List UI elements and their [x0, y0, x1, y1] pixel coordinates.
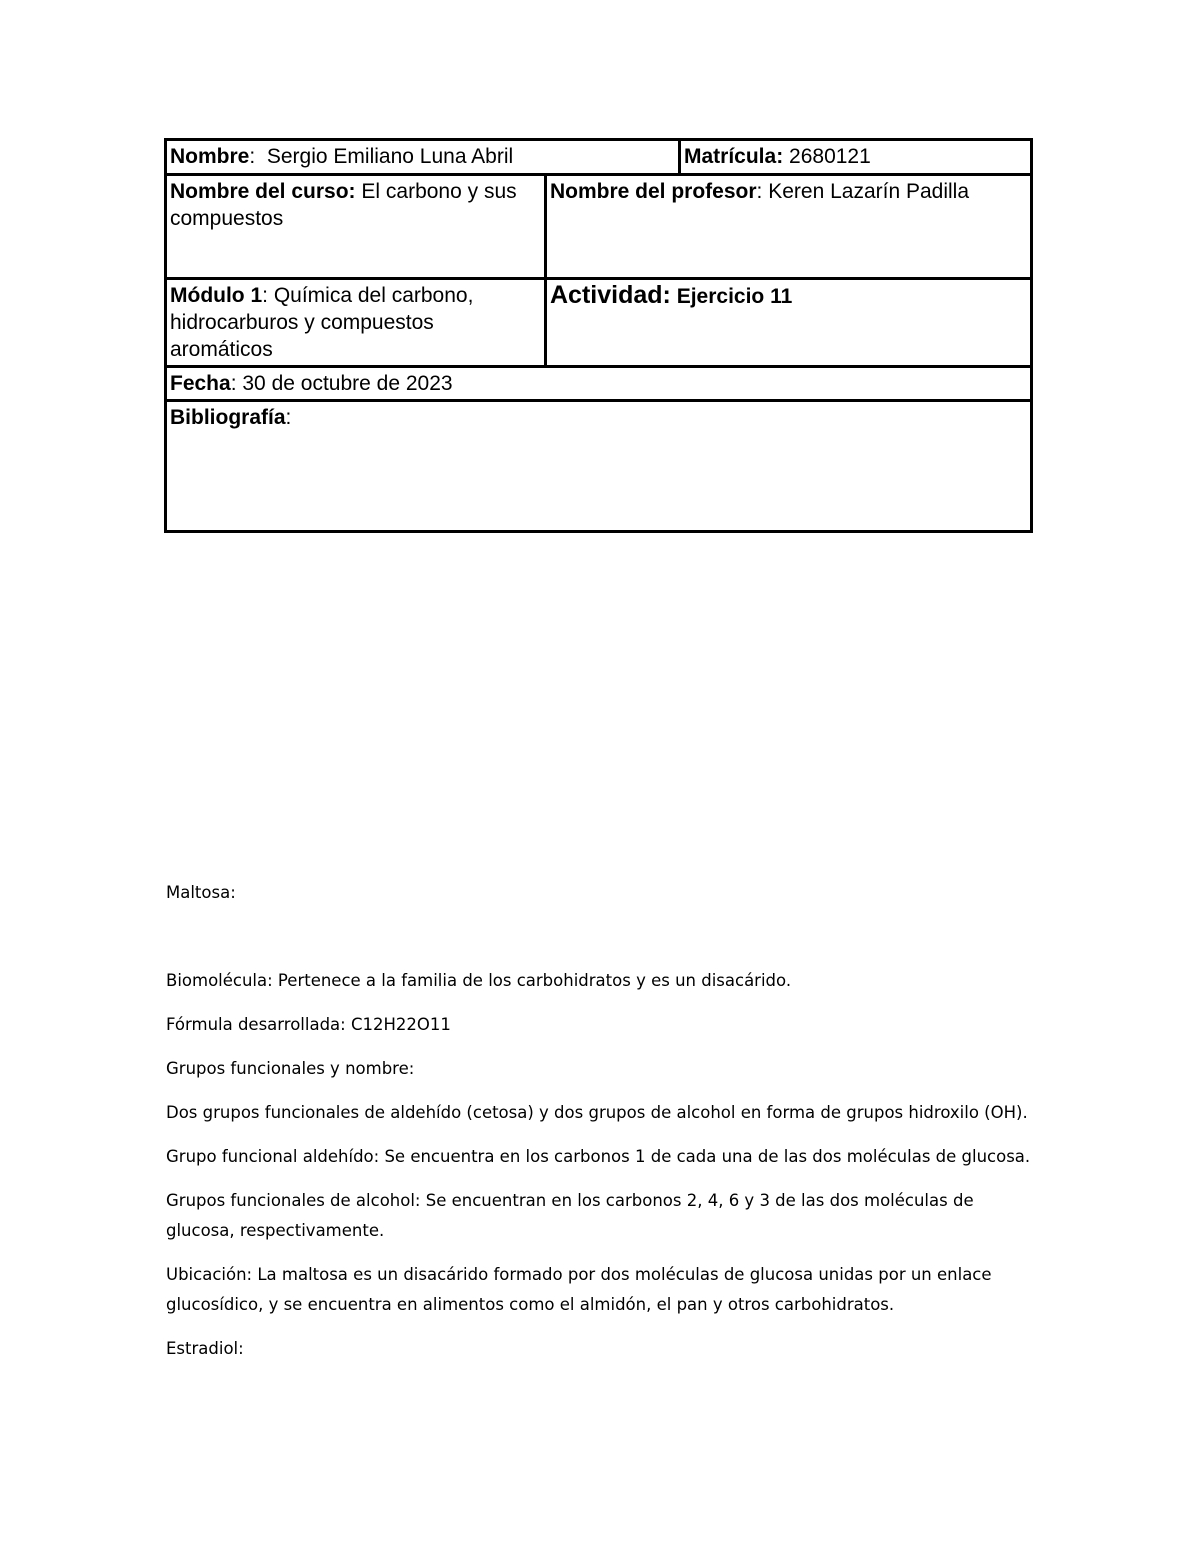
row-curso	[166, 175, 1032, 279]
maltosa-heading: Maltosa:	[166, 883, 236, 902]
fecha-label: Fecha	[170, 372, 231, 395]
cell-profesor: Nombre del profesor: Keren Lazarín Padilla	[546, 175, 1032, 279]
cell-modulo: Módulo 1: Química del carbono, hidrocarburos y compuestos aromáticos	[166, 279, 546, 367]
body-content	[166, 878, 1036, 1378]
estradiol-heading: Estradiol:	[166, 1339, 244, 1358]
cell-curso	[166, 175, 546, 279]
grupos-heading: Grupos funcionales y nombre:	[166, 1059, 415, 1078]
curso-label: Nombre del curso:	[170, 180, 356, 203]
row-fecha	[166, 367, 1032, 401]
cell-bibliografia: Bibliografía:	[166, 401, 1032, 532]
actividad-value: Ejercicio 11	[676, 285, 793, 308]
cell-fecha: Fecha: 30 de octubre de 2023	[166, 367, 1032, 401]
curso-value: El carbono y sus compuestos	[170, 180, 517, 230]
matricula-value: 2680121	[789, 145, 871, 168]
cell-matricula	[680, 140, 1032, 175]
header-table	[164, 138, 1033, 533]
row-nombre	[166, 140, 1032, 175]
cell-nombre: Nombre: Sergio Emiliano Luna Abril	[166, 140, 680, 175]
fecha-value: 30 de octubre de 2023	[242, 372, 453, 395]
alcohol-paragraph: Grupos funcionales de alcohol: Se encuentran en los carbonos 2, 4, 6 y 3 de las dos moléculas de glucosa, respectivamente.	[166, 1191, 974, 1240]
profesor-label: Nombre del profesor	[550, 180, 757, 203]
modulo-value: Química del carbono, hidrocarburos y compuestos aromáticos	[170, 284, 474, 361]
row-bibliografia	[166, 401, 1032, 532]
matricula-label: Matrícula:	[684, 145, 784, 168]
biomolecula-paragraph: Biomolécula: Pertenece a la familia de los carbohidratos y es un disacárido.	[166, 971, 792, 990]
nombre-value: Sergio Emiliano Luna Abril	[266, 145, 514, 168]
profesor-value: Keren Lazarín Padilla	[768, 180, 970, 203]
formula-paragraph: Fórmula desarrollada: C12H22O11	[166, 1015, 451, 1034]
row-modulo	[166, 279, 1032, 367]
actividad-label: Actividad:	[550, 281, 671, 309]
ubicacion-paragraph: Ubicación: La maltosa es un disacárido formado por dos moléculas de glucosa unidas por un enlace glucosídico, y se encuentra en alimentos como el almidón, el pan y otros carbohidratos.	[166, 1265, 992, 1314]
nombre-label: Nombre	[170, 145, 250, 168]
modulo-label: Módulo 1	[170, 284, 263, 307]
grupos-description: Dos grupos funcionales de aldehído (cetosa) y dos grupos de alcohol en forma de grupos hidroxilo (OH).	[166, 1103, 1028, 1122]
aldehido-paragraph: Grupo funcional aldehído: Se encuentra en los carbonos 1 de cada una de las dos moléculas de glucosa.	[166, 1147, 1031, 1166]
bibliografia-label: Bibliografía	[170, 406, 286, 429]
cell-actividad	[546, 279, 1032, 367]
